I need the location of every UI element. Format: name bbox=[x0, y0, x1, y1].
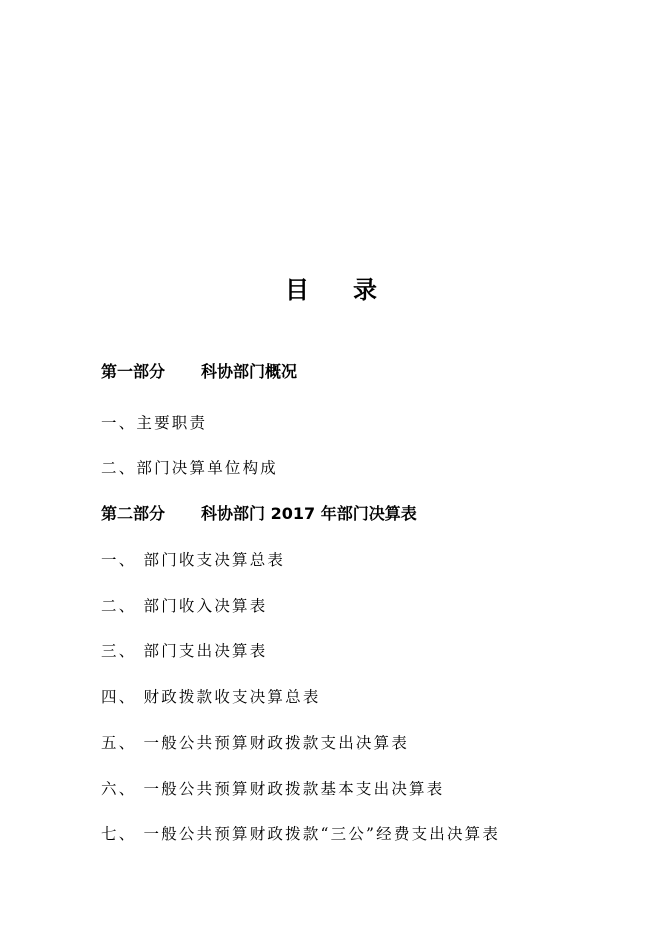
part-one-label: 第一部分 bbox=[101, 362, 166, 381]
toc-item-general-budget-basic-expenditure: 六、 一般公共预算财政拨款基本支出决算表 bbox=[101, 780, 445, 798]
toc-item-revenue-table: 二、 部门收入决算表 bbox=[101, 597, 268, 615]
title-char-lu: 录 bbox=[353, 275, 377, 304]
toc-part-one bbox=[101, 360, 297, 384]
toc-item-unit-composition: 二、部门决算单位构成 bbox=[101, 459, 279, 477]
toc-item-three-public-expenses: 七、 一般公共预算财政拨款“三公”经费支出决算表 bbox=[101, 825, 501, 843]
toc-item-fiscal-appropriation-summary: 四、 财政拨款收支决算总表 bbox=[101, 688, 321, 706]
toc-item-revenue-expenditure-summary: 一、 部门收支决算总表 bbox=[101, 551, 286, 569]
toc-item-general-budget-expenditure: 五、 一般公共预算财政拨款支出决算表 bbox=[101, 734, 410, 752]
toc-item-main-duties: 一、主要职责 bbox=[101, 414, 208, 432]
toc-part-two bbox=[101, 502, 417, 526]
part-one-title: 科协部门概况 bbox=[201, 362, 298, 381]
part-two-label: 第二部分 bbox=[101, 504, 166, 523]
page-title bbox=[0, 272, 662, 308]
toc-item-expenditure-table: 三、 部门支出决算表 bbox=[101, 642, 268, 660]
title-char-mu: 目 bbox=[285, 275, 309, 304]
part-two-title: 科协部门 2017 年部门决算表 bbox=[201, 504, 417, 523]
